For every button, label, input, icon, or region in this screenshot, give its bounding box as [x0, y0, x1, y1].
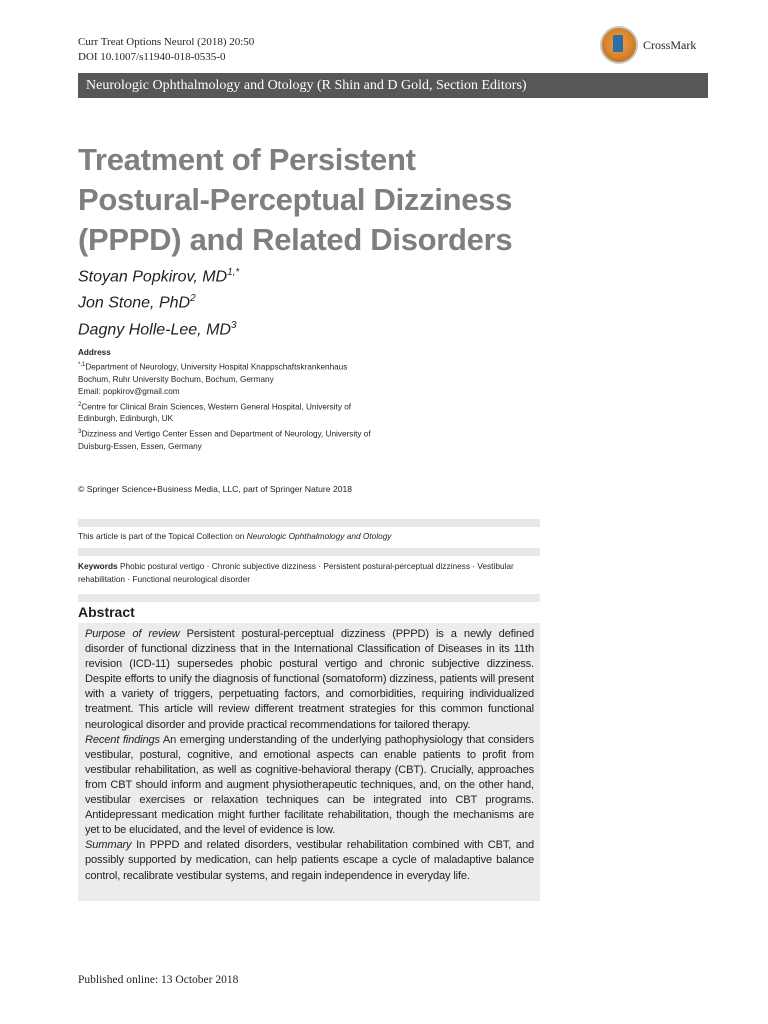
- title-line-3: (PPPD) and Related Disorders: [78, 222, 513, 257]
- journal-meta: [78, 35, 254, 65]
- citation: Curr Treat Options Neurol (2018) 20:50: [78, 36, 255, 48]
- author-3[interactable]: Dagny Holle-Lee, $MD^3$: [78, 319, 237, 338]
- abstract-heading: Abstract: [78, 604, 135, 620]
- title-line-2: Postural-Perceptual Dizziness: [78, 182, 513, 217]
- author-list: [78, 262, 239, 341]
- abstract-findings: Recent findings An emerging understanding of the underlying pathophysiology that considers vestibular, postural, cognitive, and emotional aspects can enable patients to profit from vestibular rehabilitation, as well as cognitive-behavioral therapy (CBT). Crucially, approaches from CBT should inform and augment physiotherapeutic techniques, and, on the other hand, vestibular exercises or relaxation techniques can be integrated into CBT programs. Antidepressant medication might further facilitate rehabilitation, though the mechanisms are yet to be elucidated, and the level of evidence is low.: [85, 733, 534, 837]
- author-2-affiliation: 2: [190, 293, 196, 305]
- author-1[interactable]: Stoyan Popkirov, $MD^{1,*}$: [78, 267, 240, 286]
- collection-link[interactable]: Neurologic Ophthalmology and Otology: [246, 531, 392, 541]
- topical-collection: This article is part of the Topical Collection on Neurologic Ophthalmology and Otology: [78, 531, 392, 541]
- affiliation-1: $^{*,1}$Department of Neurology, University Hospital Knappschaftskrankenhaus: [78, 362, 348, 372]
- author-1-affiliation: 1,*: [227, 267, 240, 278]
- affiliation-3: $^3$Dizziness and Vertigo Center Essen and Department of Neurology, University of: [78, 428, 371, 439]
- author-2[interactable]: Jon Stone, PhD$^2$: [78, 293, 196, 312]
- copyright: © Springer Science+Business Media, LLC, part of Springer Nature 2018: [78, 484, 353, 494]
- crossmark-button[interactable]: [600, 26, 710, 64]
- title-line-1: Treatment of Persistent: [78, 142, 416, 177]
- address-label: Address: [78, 348, 111, 357]
- published-date: Published online: 13 October 2018: [78, 974, 239, 986]
- divider: [78, 548, 540, 556]
- abstract-summary: Summary In PPPD and related disorders, vestibular rehabilitation combined with CBT, and possibly supported by medication, can help patients escape a cycle of maladaptive balance control, recalibrate vestibular systems, and regain independence in everyday life.: [85, 839, 534, 882]
- abstract-purpose: Purpose of review Persistent postural-perceptual dizziness (PPPD) is a newly defined disorder of functional dizziness that in the International Classification of Diseases in its 11th revision (ICD-11) supersedes phobic postural vertigo and chronic subjective dizziness. Despite efforts to unify the diagnosis of functional (somatoform) dizziness, patients will present with a variety of triggers, perpetuating factors, and comorbidities, requiring individualized treatment. This article will review different treatment strategies for this common functional neurological disorder and provide practical recommendations for tailored therapy.: [85, 628, 534, 731]
- keywords: Keywords Phobic postural vertigo · Chronic subjective dizziness · Persistent postural-perceptual dizziness · Vestibular rehabilitation · Functional neurological disorder: [78, 561, 514, 584]
- keywords-label: Keywords: [78, 561, 118, 571]
- divider: [78, 519, 540, 527]
- divider: [78, 594, 540, 602]
- email-link[interactable]: Email: popkirov@gmail.com: [78, 387, 180, 397]
- crossmark-label: CrossMark: [643, 37, 697, 52]
- article-title: [78, 140, 678, 260]
- address-block: Address $^{*,1}$Department of Neurology, University Hospital Knappschaftskrankenhaus Bochum, Ruhr University Bochum, Bochum, Germany Email: popkirov@gmail.com $^2$Centre for Clinical Brain Sciences, Western General Hospital, University of Edinburgh, Edinburgh, UK $^3$Dizziness and Vertigo Center Essen and Department of Neurology, University of Duisburg-Essen, Essen, Germany: [78, 347, 400, 453]
- abstract-body: [78, 623, 540, 901]
- author-3-affiliation: 3: [230, 319, 237, 331]
- section-bar: Neurologic Ophthalmology and Otology (R Shin and D Gold, Section Editors): [78, 73, 708, 98]
- doi-link[interactable]: DOI 10.1007/s11940-018-0535-0: [78, 51, 226, 63]
- crossmark-badge-icon: [600, 26, 638, 64]
- affiliation-2: $^2$Centre for Clinical Brain Sciences, Western General Hospital, University of: [78, 401, 352, 412]
